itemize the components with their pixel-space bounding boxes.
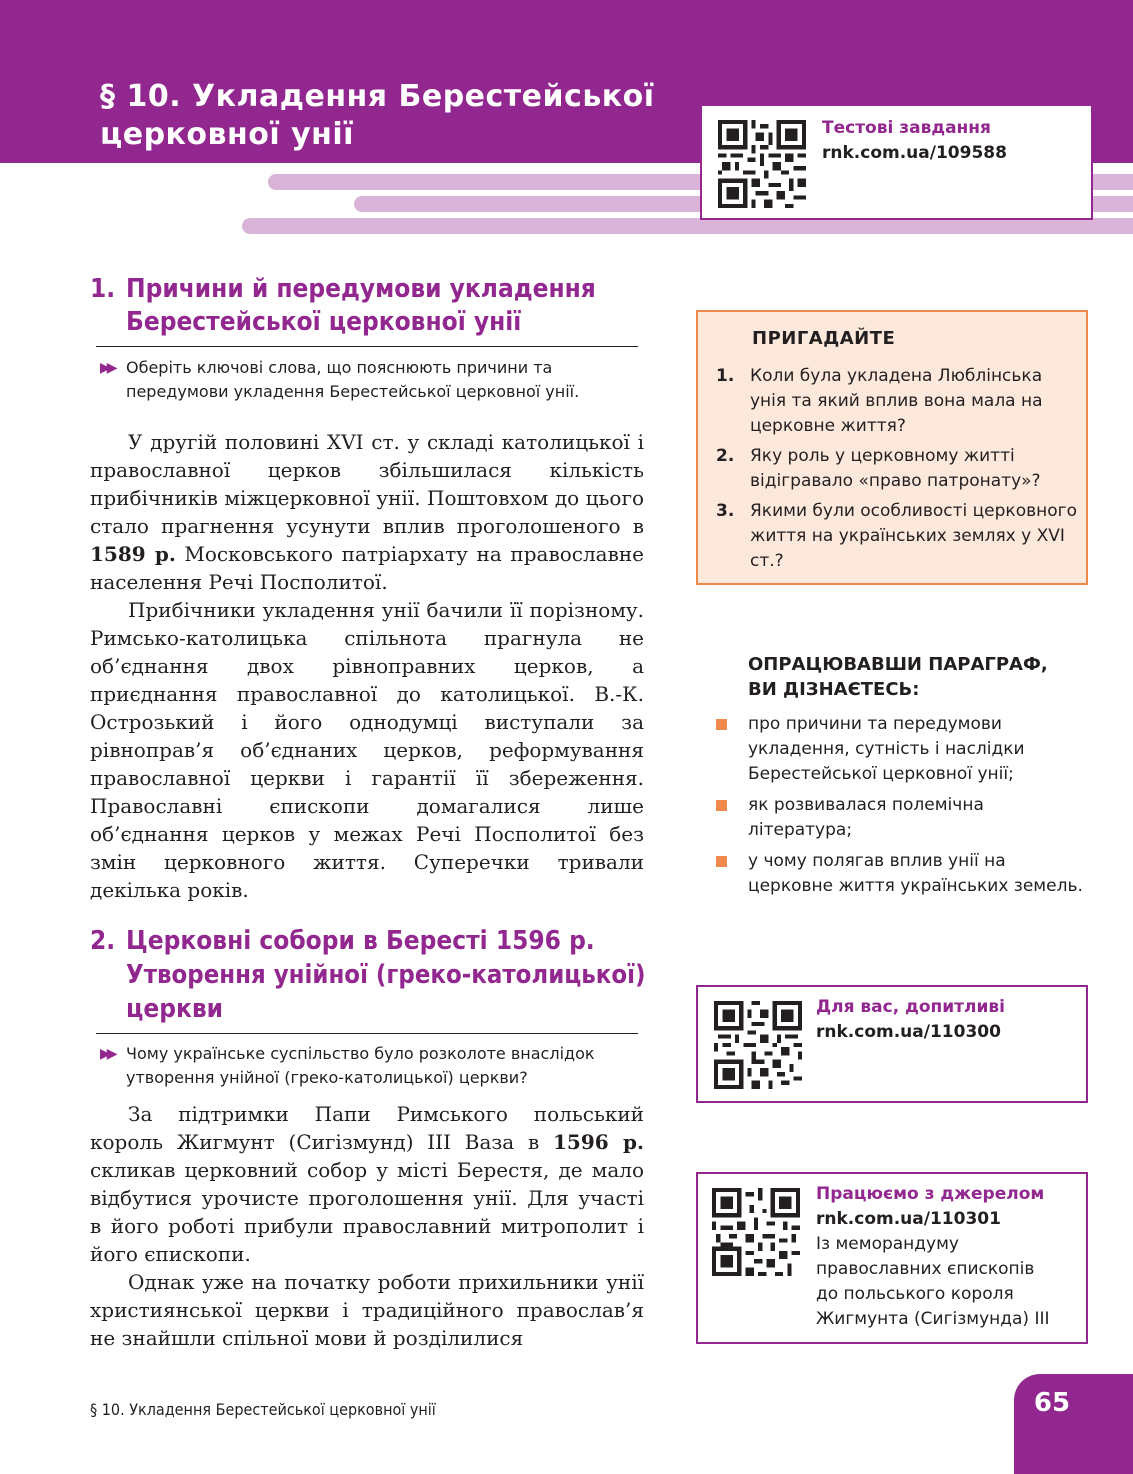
year-bold: 1589 р. [90,542,176,566]
learn-list [714,712,1084,905]
section-1-title-line2: Берестейської церковної унії [126,307,522,337]
para-text: У другій половині XVI ст. у складі католицької і православної церков збільшилася кількість прибічників міжцерковної унії. Поштовхом до цього стало прагнення усунути вплив проголошеного в [90,430,644,538]
square-bullet-icon [716,856,727,867]
para-text: Московського патріархату на православне населення Речі Посполитої. [90,542,644,594]
qr-curious-url[interactable]: rnk.com.ua/110300 [816,1022,1001,1042]
qr-sources-url[interactable]: rnk.com.ua/110301 [816,1209,1001,1229]
section-1-number: 1. [90,274,116,304]
recall-item-text: Якими були особливості церковного життя на українських землях у XVI ст.? [750,501,1077,571]
recall-item-text: Коли була укладена Люблінська унія та який вплив вона мала на церковне життя? [750,366,1043,436]
learn-item-text: про причини та передумови укладення, сутність і наслідки Берестейської церковної унії; [748,714,1025,784]
chapter-title [100,78,660,154]
section-1-para2: Прибічники укладення унії бачили її порізному. Римсько-католицька спільнота прагнула не об’єднання двох рівноправних церков, а приєднання православної до католицької. В.-К. Острозький і його однодумці виступали за рівноправ’я об’єднаних церков, реформування православної церкви і гарантії її збереження. Православні єпископи домагалися лише об’єднання церков у межах Речі Посполитої без змін церковного життя. Суперечки тривали декілька років. [90,598,644,902]
qr-sources-desc-line: Із меморандуму [816,1234,959,1254]
recall-item [716,499,1078,574]
qr-sources-box[interactable] [696,1172,1088,1344]
qr-code-icon[interactable] [718,120,806,208]
recall-title: ПРИГАДАЙТЕ [752,328,896,349]
qr-tests-url[interactable]: rnk.com.ua/109588 [822,143,1007,163]
square-bullet-icon [716,800,727,811]
double-arrow-icon: ▶▶ [100,360,114,376]
page-number: 65 [1033,1388,1071,1418]
recall-item-number: 2. [716,446,735,466]
recall-item [716,444,1078,494]
section-1-question-line1: Оберіть ключові слова, що пояснюють причини та [126,358,553,377]
qr-sources-label: Працюємо з джерелом [816,1184,1045,1204]
learn-title: ОПРАЦЮВАВШИ ПАРАГРАФ, ВИ ДІЗНАЄТЕСЬ: [748,654,1048,700]
learn-item [714,712,1084,787]
section-1-question-line2: передумови укладення Берестейської церковної унії. [126,382,580,401]
qr-sources-desc-line: православних єпископів [816,1259,1035,1279]
running-footer: § 10. Укладення Берестейської церковної унії [90,1400,436,1419]
section-2-title-line2: Утворення унійної (греко-католицької) [126,960,646,990]
section-1-para1 [90,428,644,596]
section-2-para2: Однак уже на початку роботи прихильники унії християнської церкви і традиційного православ’я не знайшли спільної мови й розділилися [90,1270,644,1350]
qr-code-icon[interactable] [714,1001,802,1089]
section-1-question [100,356,660,406]
recall-item-number: 3. [716,501,735,521]
section-1-heading [90,273,650,343]
qr-sources-desc-line: до польського короля [816,1284,1014,1304]
para-text: скликав церковний собор у місті Берестя, де мало відбутися урочисте проголошення унії. Для участі в його роботі прибули православний митрополит і його єпископи. [90,1158,644,1266]
chapter-title-line2: церковної унії [100,117,354,152]
learn-item [714,849,1084,899]
chapter-title-line1: § 10. Укладення Берестейської [100,79,655,114]
section-2-question [100,1042,660,1092]
section-1-body [90,428,644,904]
decor-stripe [242,218,1133,234]
qr-curious-box[interactable] [696,985,1088,1103]
qr-curious-label: Для вас, допитливі [816,997,1005,1017]
section-2-heading [90,925,650,1030]
recall-box [696,310,1088,585]
section-1-title-line1: Причини й передумови укладення [126,274,596,304]
section-2-question-line2: утворення унійної (греко-католицької) церкви? [126,1068,528,1087]
para-text: За підтримки Папи Римського польський король Жигмунт (Сигізмунд) III Ваза в [90,1102,644,1154]
section-2-question-line1: Чому українське суспільство було розколоте внаслідок [126,1044,595,1063]
section-2-para1 [90,1100,644,1268]
square-bullet-icon [716,719,727,730]
divider [96,1033,638,1034]
section-2-title-line3: церкви [126,994,224,1024]
recall-item [716,364,1078,439]
divider [96,346,638,347]
recall-list [716,364,1078,579]
section-2-title-line1: Церковні собори в Бересті 1596 р. [126,926,595,956]
qr-tests-label: Тестові завдання [822,118,991,138]
page-number-tab [1014,1374,1133,1474]
section-2-number: 2. [90,926,116,956]
qr-sources-desc-line: Жигмунта (Сигізмунда) III [816,1309,1050,1329]
qr-code-icon[interactable] [712,1188,800,1276]
learn-item-text: у чому полягав вплив унії на церковне життя українських земель. [748,851,1083,896]
qr-tests-box[interactable] [700,104,1093,220]
section-2-body [90,1100,644,1352]
recall-item-number: 1. [716,366,735,386]
learn-item-text: як розвивалася полемічна література; [748,795,984,840]
learn-item [714,793,1084,843]
double-arrow-icon: ▶▶ [100,1046,114,1062]
recall-item-text: Яку роль у церковному житті відігравало «право патронату»? [750,446,1041,491]
year-bold: 1596 р. [553,1130,645,1154]
